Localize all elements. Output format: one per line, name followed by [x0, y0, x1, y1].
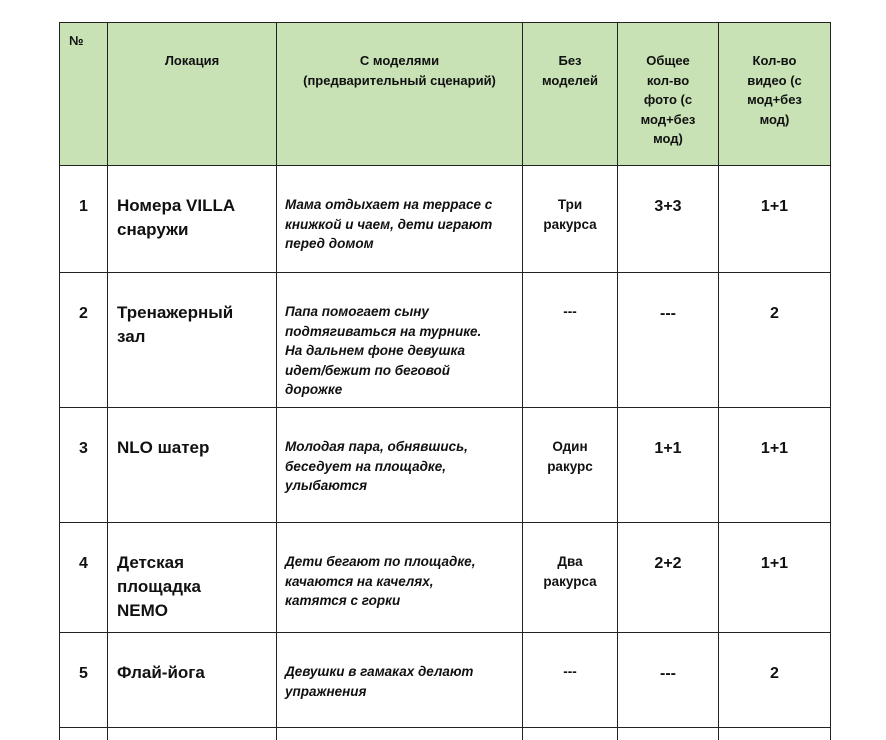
location-cell: Детская площадка NEMO: [108, 523, 277, 633]
scenario-cell: Девушки в гамаках делают упражнения: [277, 633, 523, 728]
empty-cell: [277, 728, 523, 740]
row-number: 5: [60, 633, 108, 728]
photo-count-cell: ---: [618, 273, 719, 408]
empty-cell: [108, 728, 277, 740]
row-number: 4: [60, 523, 108, 633]
video-count-cell: 1+1: [719, 408, 831, 523]
table-row: [60, 523, 831, 633]
row-number: 2: [60, 273, 108, 408]
photo-count-cell: 2+2: [618, 523, 719, 633]
header-row: [60, 23, 831, 166]
row-number: 3: [60, 408, 108, 523]
table-row: [60, 273, 831, 408]
scenario-cell: Папа помогает сыну подтягиваться на турнике. На дальнем фоне девушка идет/бежит по беговой дорожке: [277, 273, 523, 408]
scenario-cell: Дети бегают по площадке, качаются на качелях, катятся с горки: [277, 523, 523, 633]
scenario-cell: Молодая пара, обнявшись, беседует на площадке, улыбаются: [277, 408, 523, 523]
without-models-cell: ---: [523, 633, 618, 728]
photo-count-cell: ---: [618, 633, 719, 728]
table-row-partial: [60, 728, 831, 740]
table-row: [60, 166, 831, 273]
location-cell: Флай-йога: [108, 633, 277, 728]
table-row: [60, 408, 831, 523]
header-number: №: [60, 23, 108, 166]
header-video-count: Кол-во видео (с мод+без мод): [719, 23, 831, 166]
empty-cell: [618, 728, 719, 740]
shooting-plan-table: [59, 22, 831, 740]
video-count-cell: 2: [719, 273, 831, 408]
header-location: Локация: [108, 23, 277, 166]
location-cell: Тренажерный зал: [108, 273, 277, 408]
scenario-cell: Мама отдыхает на террасе с книжкой и чаем, дети играют перед домом: [277, 166, 523, 273]
empty-cell: [523, 728, 618, 740]
header-with-models: С моделями (предварительный сценарий): [277, 23, 523, 166]
video-count-cell: 1+1: [719, 166, 831, 273]
location-cell: Номера VILLA снаружи: [108, 166, 277, 273]
header-photo-count: Общее кол-во фото (с мод+без мод): [618, 23, 719, 166]
without-models-cell: Два ракурса: [523, 523, 618, 633]
without-models-cell: Три ракурса: [523, 166, 618, 273]
video-count-cell: 2: [719, 633, 831, 728]
photo-count-cell: 3+3: [618, 166, 719, 273]
header-without-models: Без моделей: [523, 23, 618, 166]
row-number: 1: [60, 166, 108, 273]
photo-count-cell: 1+1: [618, 408, 719, 523]
location-cell: NLO шатер: [108, 408, 277, 523]
video-count-cell: 1+1: [719, 523, 831, 633]
table-row: [60, 633, 831, 728]
without-models-cell: ---: [523, 273, 618, 408]
empty-cell: [60, 728, 108, 740]
empty-cell: [719, 728, 831, 740]
without-models-cell: Один ракурс: [523, 408, 618, 523]
